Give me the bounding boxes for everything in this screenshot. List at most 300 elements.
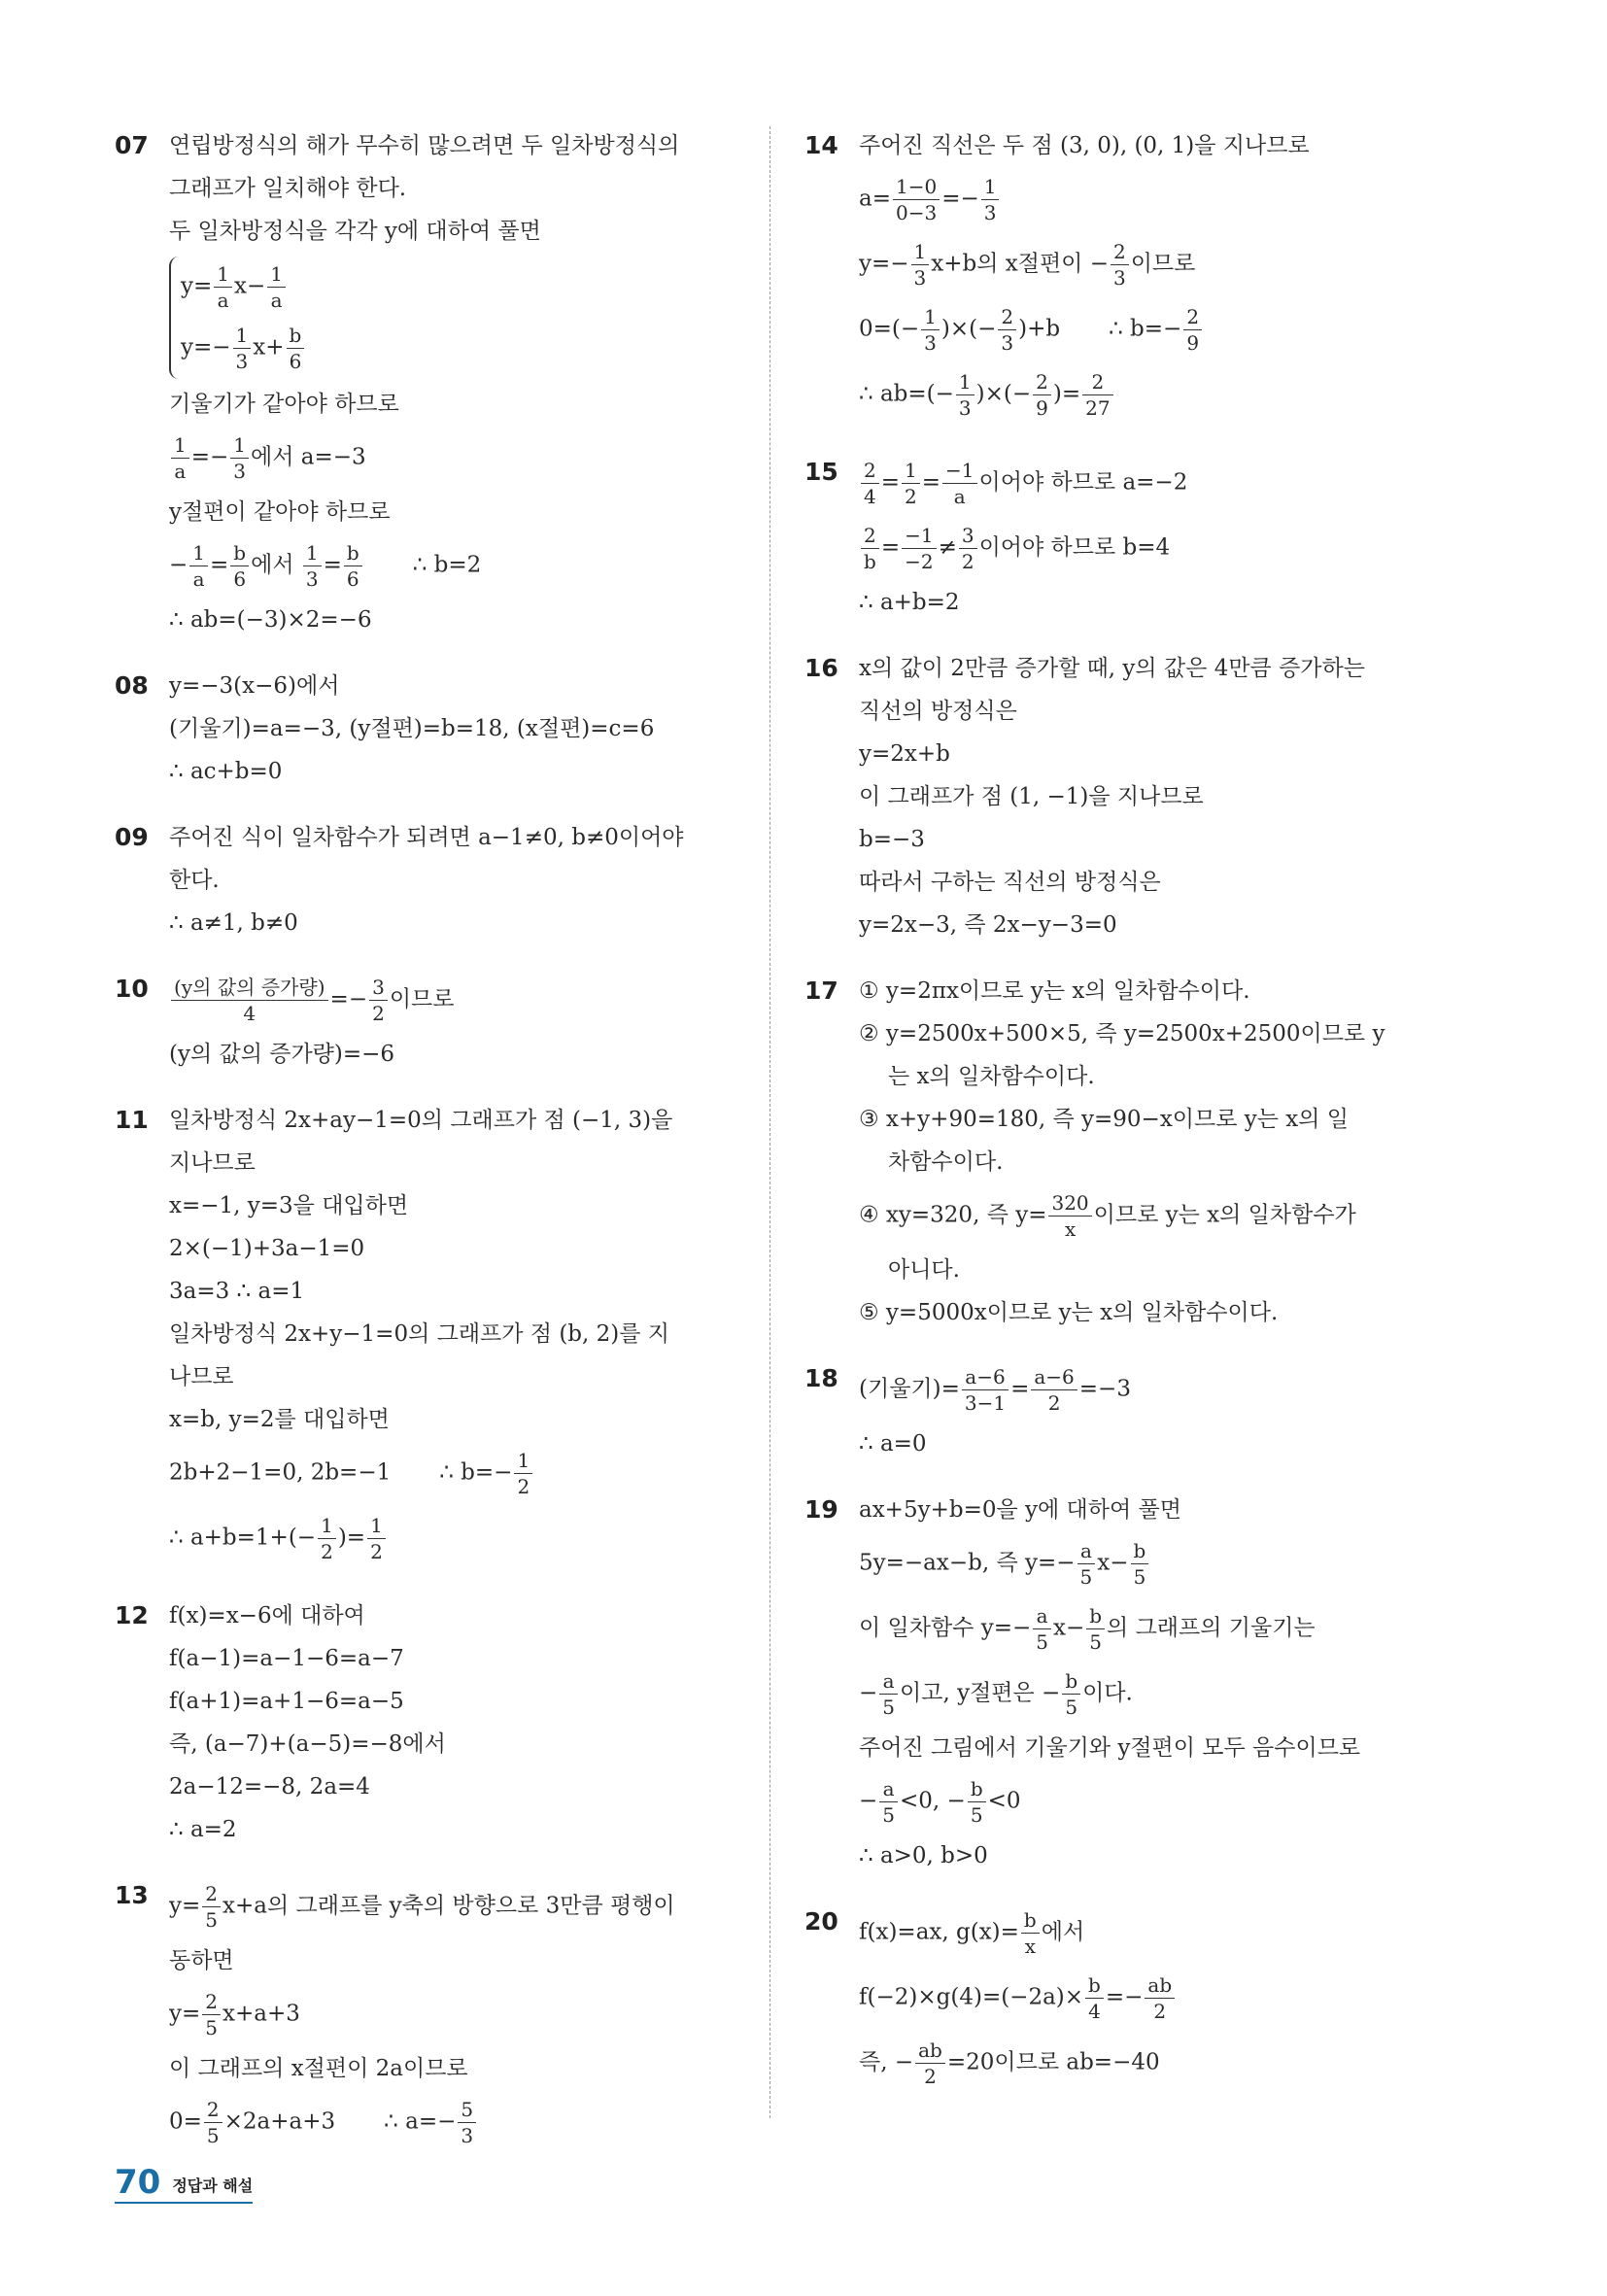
solution-line — [859, 451, 1426, 516]
math-text: ×2a+a+3 — [223, 2108, 336, 2135]
solution-line: y=−3(x−6)에서 — [169, 673, 340, 699]
math-text: )+b — [1018, 316, 1061, 342]
problem-number: 20 — [804, 1907, 838, 1936]
solution-line: (기울기)=a=−3, (y절편)=b=18, (x절편)=c=6 — [169, 716, 655, 741]
math-text: − — [859, 1680, 878, 1706]
denominator: −2 — [905, 550, 934, 573]
solution-line: 주어진 그림에서 기울기와 y절편이 모두 음수이므로 — [859, 1735, 1361, 1761]
math-text: )= — [1052, 381, 1081, 407]
solution-line: 그래프가 일치해야 한다. — [169, 176, 407, 201]
math-text: (기울기)= — [859, 1376, 960, 1402]
math-text: ≠ — [938, 534, 957, 561]
denominator: 3 — [1112, 266, 1126, 290]
math-text: ∴ b=2 — [412, 552, 482, 578]
numerator: b — [968, 1777, 986, 1802]
solution-line: f(a+1)=a+1−6=a−5 — [169, 1689, 404, 1714]
solution-line: 3a=3 ∴ a=1 — [169, 1279, 305, 1304]
math-text: )×(− — [975, 381, 1032, 407]
math-text: x+a의 그래프를 y축의 방향으로 3만큼 평행이 — [222, 1893, 675, 1919]
problem-number: 19 — [804, 1495, 838, 1524]
fraction — [861, 459, 879, 508]
problem-number: 18 — [804, 1364, 838, 1392]
solution-line: ∴ a=2 — [169, 1817, 237, 1842]
numerator: a — [879, 1777, 898, 1802]
problem-number: 12 — [115, 1601, 149, 1629]
fraction — [879, 1669, 898, 1719]
math-text: = — [880, 534, 901, 561]
solution-line: f(x)=x−6에 대하여 — [169, 1603, 365, 1628]
solution-line: b=−3 — [859, 827, 925, 852]
solution-line: 두 일차방정식을 각각 y에 대하여 풀면 — [169, 219, 541, 244]
solution-line: ∴ a≠1, b≠0 — [169, 910, 298, 936]
solution-line: 지나므로 — [169, 1150, 256, 1176]
numerator: 2 — [1033, 370, 1051, 395]
fraction — [171, 976, 328, 1025]
fraction — [202, 1882, 221, 1932]
fraction — [267, 262, 286, 312]
math-text: <0 — [987, 1788, 1021, 1814]
problem-20 — [804, 1901, 1426, 2096]
solution-line — [169, 968, 736, 1033]
fraction — [968, 1777, 986, 1827]
fraction — [233, 324, 252, 373]
math-text: f(x)=ax, g(x)= — [859, 1919, 1019, 1945]
denominator: 9 — [1036, 396, 1048, 420]
denominator: 3 — [235, 350, 249, 373]
fraction — [1021, 1908, 1040, 1958]
denominator: 2 — [321, 1540, 333, 1563]
math-text: 이므로 — [389, 986, 455, 1012]
numerator: b — [1085, 1973, 1104, 1999]
problem-07 — [115, 124, 736, 641]
fraction — [458, 2098, 476, 2147]
denominator: 4 — [243, 1002, 256, 1025]
numerator: 2 — [998, 305, 1016, 330]
fraction — [303, 541, 322, 591]
denominator: a — [217, 289, 229, 312]
problem-18 — [804, 1357, 1426, 1465]
denominator: 3 — [461, 2124, 474, 2147]
left-column — [115, 124, 736, 2178]
solution-line: 2×(−1)+3a−1=0 — [169, 1236, 365, 1261]
denominator: x — [1064, 1217, 1077, 1241]
numerator: 1 — [233, 324, 252, 349]
fraction — [318, 1514, 336, 1563]
numerator: 2 — [202, 1990, 221, 2015]
solution-line: (y의 값의 증가량)=−6 — [169, 1042, 395, 1067]
solution-line: f(a−1)=a−1−6=a−7 — [169, 1646, 404, 1671]
solution-line: ∴ a>0, b>0 — [859, 1843, 988, 1868]
denominator: 6 — [289, 350, 302, 373]
math-text: a= — [859, 186, 891, 212]
solution-line: y=2x−3, 즉 2x−y−3=0 — [859, 912, 1117, 938]
solution-line: x의 값이 2만큼 증가할 때, y의 값은 4만큼 증가하는 — [859, 656, 1365, 681]
numerator: 3 — [959, 524, 977, 549]
page-number: 70 — [115, 2163, 161, 2202]
solution-line — [859, 1531, 1426, 1596]
numerator: 2 — [204, 2098, 222, 2123]
fraction — [230, 433, 249, 483]
numerator: a — [879, 1669, 898, 1695]
math-text: 2b+2−1=0, 2b=−1 — [169, 1459, 392, 1486]
solution-line — [859, 516, 1426, 581]
numerator: 3 — [369, 976, 388, 1001]
denominator: a — [192, 567, 205, 591]
denominator: 27 — [1085, 396, 1111, 420]
math-text: = — [210, 552, 229, 578]
math-text: <0, − — [900, 1788, 966, 1814]
fraction — [1082, 370, 1112, 420]
solution-line — [859, 232, 1426, 297]
fraction — [921, 305, 940, 355]
math-text: ④ xy=320, 즉 y= — [859, 1202, 1047, 1228]
denominator: 2 — [370, 1540, 383, 1563]
fraction — [956, 370, 974, 420]
math-text: 이어야 하므로 a=−2 — [978, 469, 1188, 496]
math-text: = — [880, 469, 901, 496]
numerator: 1 — [303, 541, 322, 566]
solution-line — [169, 1982, 736, 2047]
solution-line — [859, 1769, 1426, 1834]
fraction — [514, 1449, 532, 1498]
math-text: 에서 a=−3 — [251, 444, 366, 470]
numerator: b — [287, 324, 305, 349]
math-text: y= — [169, 2001, 201, 2027]
equation-system — [169, 257, 306, 379]
numerator: 1 — [189, 541, 208, 566]
numerator: (y의 값의 증가량) — [171, 976, 328, 1001]
numerator: b — [230, 541, 249, 566]
denominator: 2 — [517, 1475, 530, 1498]
denominator: a — [953, 485, 966, 508]
solution-line: ③ x+y+90=180, 즉 y=90−x이므로 y는 x의 일 — [859, 1107, 1350, 1132]
fraction — [902, 459, 920, 508]
math-text: 이다. — [1082, 1680, 1133, 1706]
denominator: 2 — [1153, 2000, 1167, 2023]
problem-19 — [804, 1489, 1426, 1877]
denominator: 9 — [1186, 331, 1200, 355]
problem-number: 15 — [804, 458, 838, 486]
numerator: 1 — [214, 262, 232, 288]
denominator: 5 — [882, 1803, 896, 1827]
denominator: 3 — [233, 460, 247, 483]
solution-line — [859, 1183, 1426, 1249]
solution-line: 따라서 구하는 직선의 방정식은 — [859, 870, 1161, 895]
solution-line: ∴ a+b=2 — [859, 590, 960, 615]
denominator: 3 — [924, 331, 937, 355]
solution-line: 주어진 식이 일차함수가 되려면 a−1≠0, b≠0이어야 — [169, 825, 684, 850]
problem-15 — [804, 451, 1426, 624]
solution-line: x=b, y=2를 대입하면 — [169, 1407, 390, 1432]
fraction — [1111, 240, 1129, 290]
problem-number: 07 — [115, 131, 149, 159]
denominator: 2 — [961, 550, 974, 573]
fraction — [998, 305, 1016, 355]
fraction — [915, 2039, 945, 2088]
math-text: ∴ b=− — [1109, 316, 1182, 342]
math-text: 의 그래프의 기울기는 — [1107, 1615, 1316, 1641]
solution-line — [859, 1662, 1426, 1727]
math-text: y=− — [859, 251, 909, 277]
solution-line: 이 그래프가 점 (1, −1)을 지나므로 — [859, 784, 1204, 809]
solution-line: ⑤ y=5000x이므로 y는 x의 일차함수이다. — [859, 1300, 1279, 1325]
denominator: 2 — [372, 1002, 385, 1025]
math-text: y=− — [181, 334, 231, 360]
numerator: 2 — [1183, 305, 1202, 330]
numerator: a — [1077, 1539, 1096, 1564]
problem-09 — [115, 816, 736, 944]
math-text: f(−2)×g(4)=(−2a)× — [859, 1984, 1084, 2010]
numerator: 1 — [911, 240, 930, 265]
denominator: 5 — [1079, 1565, 1093, 1589]
denominator: 6 — [233, 567, 247, 591]
solution-line — [859, 1596, 1426, 1662]
denominator: 3 — [305, 567, 319, 591]
solution-line — [169, 533, 736, 599]
numerator: 2 — [861, 524, 879, 549]
solution-line: 는 x의 일차함수이다. — [888, 1064, 1095, 1089]
math-text: 즉, − — [859, 2049, 914, 2075]
footer-label: 정답과 해설 — [172, 2176, 254, 2195]
math-text: =− — [1105, 1984, 1144, 2010]
numerator: 1 — [921, 305, 940, 330]
solution-line: y절편이 같아야 하므로 — [169, 499, 391, 525]
denominator: 4 — [864, 485, 876, 508]
math-text: − — [859, 1788, 878, 1814]
solution-line: 나므로 — [169, 1364, 234, 1389]
problem-14 — [804, 124, 1426, 428]
fraction — [171, 433, 189, 483]
problem-17 — [804, 970, 1426, 1334]
math-text: 이므로 y는 x의 일차함수가 — [1093, 1202, 1356, 1228]
numerator: 1 — [171, 433, 189, 459]
numerator: 2 — [1082, 370, 1112, 395]
problem-number: 10 — [115, 975, 149, 1003]
solution-line: ax+5y+b=0을 y에 대하여 풀면 — [859, 1497, 1181, 1523]
denominator: 3 — [958, 396, 972, 420]
numerator: 1 — [902, 459, 920, 484]
fraction — [959, 524, 977, 573]
fraction — [202, 1990, 221, 2039]
fraction — [287, 324, 305, 373]
denominator: 6 — [346, 567, 359, 591]
math-text: =− — [329, 986, 368, 1012]
fraction — [1131, 1539, 1149, 1589]
numerator: 1 — [230, 433, 249, 459]
numerator: b — [344, 541, 362, 566]
problem-16 — [804, 647, 1426, 946]
solution-line: 즉, (a−7)+(a−5)=−8에서 — [169, 1731, 446, 1757]
math-text: 5y=−ax−b, 즉 y=− — [859, 1550, 1076, 1576]
fraction — [1085, 1973, 1104, 2023]
numerator: 1 — [318, 1514, 336, 1539]
solution-line: 동하면 — [169, 1948, 234, 1973]
denominator: 5 — [205, 2016, 218, 2039]
numerator: 1−0 — [893, 175, 940, 200]
fraction — [879, 1777, 898, 1827]
column-divider — [769, 126, 770, 2118]
math-text: y= — [169, 1893, 201, 1919]
math-text: )= — [337, 1525, 366, 1551]
problem-11 — [115, 1099, 736, 1571]
solution-line — [859, 1357, 1426, 1422]
solution-line: ① y=2πx이므로 y는 x의 일차함수이다. — [859, 978, 1250, 1004]
denominator: 5 — [1036, 1630, 1048, 1654]
math-text: = — [921, 469, 941, 496]
solution-line — [859, 167, 1426, 232]
solution-line: 직선의 방정식은 — [859, 699, 1017, 724]
solution-line: ∴ a=0 — [859, 1431, 927, 1456]
problem-number: 13 — [115, 1881, 149, 1909]
fraction — [367, 1514, 386, 1563]
math-text: = — [1010, 1376, 1030, 1402]
solution-line — [169, 1874, 736, 1939]
numerator: 1 — [367, 1514, 386, 1539]
solution-line: 연립방정식의 해가 무수히 많으려면 두 일차방정식의 — [169, 133, 680, 158]
fraction — [189, 541, 208, 591]
denominator: 3 — [983, 201, 997, 224]
numerator: a−6 — [962, 1365, 1009, 1390]
solution-line: ② y=2500x+500×5, 즉 y=2500x+2500이므로 y — [859, 1021, 1385, 1046]
denominator: 5 — [882, 1696, 896, 1719]
numerator: 5 — [458, 2098, 476, 2123]
system-equation — [181, 257, 306, 318]
denominator: 5 — [1133, 1565, 1146, 1589]
fraction — [369, 976, 388, 1025]
problem-08 — [115, 665, 736, 793]
denominator: 5 — [1089, 1630, 1102, 1654]
numerator: −1 — [902, 524, 936, 549]
denominator: a — [174, 460, 187, 483]
fraction — [1077, 1539, 1096, 1589]
fraction — [230, 541, 249, 591]
page-footer — [115, 2165, 253, 2204]
problem-number: 16 — [804, 654, 838, 682]
denominator: 5 — [1065, 1696, 1078, 1719]
math-text: ∴ ab=(− — [859, 381, 954, 407]
denominator: 4 — [1088, 2000, 1101, 2023]
math-text: =−3 — [1078, 1376, 1131, 1402]
numerator: 320 — [1048, 1191, 1091, 1217]
solution-line: x=−1, y=3을 대입하면 — [169, 1193, 409, 1218]
math-text: ∴ b=− — [439, 1459, 513, 1486]
math-text: x− — [1052, 1615, 1085, 1641]
math-text: x+ — [253, 334, 285, 360]
fraction — [1183, 305, 1202, 355]
math-text: 0= — [169, 2108, 202, 2135]
problem-number: 17 — [804, 977, 838, 1005]
math-text: y= — [181, 273, 213, 299]
numerator: 2 — [1111, 240, 1129, 265]
math-text: 0=(− — [859, 316, 920, 342]
math-text: 이고, y절편은 − — [900, 1680, 1061, 1706]
denominator: 5 — [206, 2124, 220, 2147]
denominator: 2 — [905, 485, 917, 508]
denominator: 3 — [913, 266, 927, 290]
math-text: x+a+3 — [222, 2001, 300, 2027]
solution-line — [859, 2031, 1426, 2096]
numerator: 1 — [267, 262, 286, 288]
solution-line: 차함수이다. — [888, 1149, 1004, 1175]
denominator: b — [864, 550, 876, 573]
fraction — [214, 262, 232, 312]
problem-number: 11 — [115, 1106, 149, 1134]
math-text: =20이므로 ab=−40 — [946, 2049, 1160, 2075]
fraction — [204, 2098, 222, 2147]
math-text: − — [169, 552, 188, 578]
fraction — [1086, 1604, 1105, 1654]
solution-line — [859, 362, 1426, 428]
numerator: b — [1062, 1669, 1080, 1695]
solution-line — [859, 1901, 1426, 1966]
solution-line: 한다. — [169, 868, 220, 893]
denominator: 5 — [205, 1908, 218, 1932]
problem-10 — [115, 968, 736, 1076]
problem-13 — [115, 1874, 736, 2155]
numerator: 1 — [981, 175, 1000, 200]
numerator: b — [1021, 1908, 1040, 1934]
math-text: = — [323, 552, 342, 578]
problem-number: 14 — [804, 131, 838, 159]
solution-line: y=2x+b — [859, 741, 950, 767]
denominator: a — [270, 289, 283, 312]
denominator: x — [1024, 1935, 1036, 1958]
math-text: x+b의 x절편이 − — [931, 251, 1109, 277]
problem-12 — [115, 1594, 736, 1851]
solution-line: 기울기가 같아야 하므로 — [169, 392, 399, 417]
solution-line — [859, 297, 1426, 362]
math-text: 에서 — [251, 552, 301, 578]
fraction — [1033, 370, 1051, 420]
math-text: 이 일차함수 y=− — [859, 1615, 1032, 1641]
numerator: a−6 — [1031, 1365, 1077, 1390]
math-text: )×(− — [940, 316, 997, 342]
solution-line: 이 그래프의 x절편이 2a이므로 — [169, 2056, 468, 2081]
fraction — [1048, 1191, 1091, 1241]
solution-line: 주어진 직선은 두 점 (3, 0), (0, 1)을 지나므로 — [859, 133, 1310, 158]
numerator: −1 — [942, 459, 976, 484]
math-text: =− — [190, 444, 229, 470]
math-text: 이므로 — [1130, 251, 1196, 277]
math-text: ∴ a=− — [384, 2108, 457, 2135]
numerator: b — [1131, 1539, 1149, 1564]
math-text: x− — [234, 273, 266, 299]
math-text: 이어야 하므로 b=4 — [978, 534, 1171, 561]
solution-line — [169, 1441, 736, 1506]
fraction — [1033, 1604, 1051, 1654]
fraction — [344, 541, 362, 591]
problem-number: 09 — [115, 823, 149, 851]
numerator: ab — [915, 2039, 945, 2064]
fraction — [902, 524, 936, 573]
numerator: 1 — [514, 1449, 532, 1474]
solution-line: 아니다. — [888, 1257, 960, 1283]
fraction — [1145, 1973, 1175, 2023]
numerator: ab — [1145, 1973, 1175, 1999]
fraction — [893, 175, 940, 224]
fraction — [962, 1365, 1009, 1415]
denominator: 3−1 — [964, 1391, 1007, 1415]
math-text: x− — [1097, 1550, 1129, 1576]
solution-line: 일차방정식 2x+y−1=0의 그래프가 점 (b, 2)를 지 — [169, 1321, 669, 1347]
problem-number: 08 — [115, 671, 149, 700]
fraction — [942, 459, 976, 508]
denominator: 2 — [1047, 1391, 1061, 1415]
solution-line: ∴ ac+b=0 — [169, 759, 283, 784]
numerator: 2 — [861, 459, 879, 484]
system-line — [169, 253, 736, 383]
fraction — [981, 175, 1000, 224]
